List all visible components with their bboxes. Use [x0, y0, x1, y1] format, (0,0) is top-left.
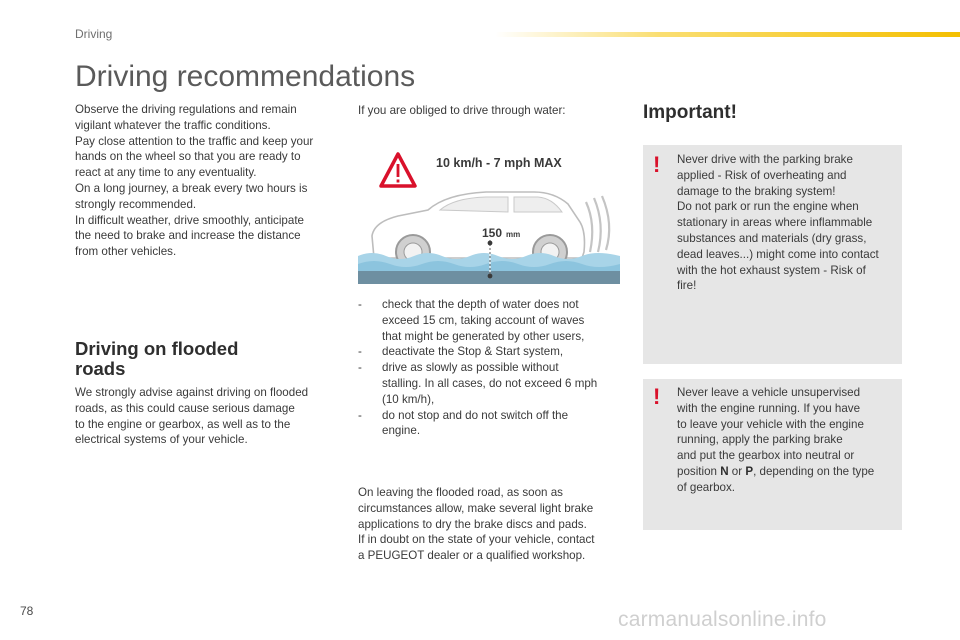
intro-line: the need to brake and increase the distance: [75, 229, 301, 243]
warning-line: damage to the braking system!: [677, 184, 836, 198]
water-bullet-list: [358, 297, 620, 439]
warning-box-unsupervised: [643, 379, 902, 530]
bullet-line: engine.: [382, 424, 421, 438]
bullet-dash: -: [358, 298, 362, 311]
motion-wave-lines: [586, 196, 609, 252]
leaving-line: On leaving the flooded road, as soon as: [358, 486, 563, 499]
flooded-line: to the engine or gearbox, as well as to the: [75, 417, 291, 431]
depth-unit: mm: [506, 230, 521, 239]
flooded-line: roads, as this could cause serious damage: [75, 401, 295, 415]
list-item: [358, 344, 620, 360]
bullet-line: check that the depth of water does not: [382, 298, 579, 311]
warning-line: Do not park or run the engine when: [677, 200, 859, 214]
car-in-water-svg: [358, 140, 620, 284]
exclamation-icon: !: [653, 152, 661, 177]
flooded-heading: [75, 339, 345, 379]
warning-line: fire!: [677, 279, 697, 293]
warning-line: substances and materials (dry grass,: [677, 231, 867, 245]
intro-line: react at any time to any eventuality.: [75, 166, 257, 180]
gear-neutral: N: [720, 464, 729, 478]
flooded-line: electrical systems of your vehicle.: [75, 433, 248, 447]
warning-line-gear-position: [677, 464, 899, 480]
warning-box-parking-brake: [643, 145, 902, 364]
flooded-line: We strongly advise against driving on flooded: [75, 386, 309, 399]
bullet-line: exceed 15 cm, taking account of waves: [382, 313, 585, 327]
intro-line: from other vehicles.: [75, 245, 177, 259]
bullet-dash: -: [358, 361, 362, 375]
leaving-line: circumstances allow, make several light brake: [358, 501, 594, 515]
gear-prefix: position: [677, 464, 721, 478]
warning-text: [677, 152, 899, 294]
bullet-line: stalling. In all cases, do not exceed 6 mph: [382, 376, 598, 390]
bullet-line: deactivate the Stop & Start system,: [382, 345, 564, 359]
warning-line: of gearbox.: [677, 480, 736, 494]
warning-triangle-icon: [381, 154, 415, 186]
bullet-line: do not stop and do not switch off the: [382, 408, 569, 422]
watermark: carmanualsonline.info: [618, 608, 827, 631]
exclamation-icon: !: [653, 384, 661, 409]
warning-line: running, apply the parking brake: [677, 433, 843, 447]
warning-text: [677, 385, 899, 496]
intro-line: hands on the wheel so that you are ready to: [75, 150, 301, 164]
bullet-line: drive as slowly as possible without: [382, 361, 559, 375]
important-heading: Important!: [643, 102, 737, 123]
warning-line: with the engine running. If you have: [677, 401, 861, 415]
leaving-line: If in doubt on the state of your vehicle, contact: [358, 533, 595, 547]
warning-line: stationary in areas where inflammable: [677, 216, 873, 230]
flooded-road-illustration: [358, 140, 620, 284]
intro-line: In difficult weather, drive smoothly, anticipate: [75, 213, 304, 227]
warning-line: with the hot exhaust system - Risk of: [677, 263, 866, 277]
intro-line: Observe the driving regulations and remain: [75, 103, 297, 116]
bullet-line: that might be generated by other users,: [382, 329, 585, 343]
warning-line: Never drive with the parking brake: [677, 153, 853, 166]
page-title: Driving recommendations: [75, 60, 416, 93]
gear-or: or: [728, 464, 746, 478]
header-accent-rule: [495, 32, 960, 37]
flooded-paragraph: [75, 385, 345, 448]
gear-suffix: , depending on the type: [753, 464, 875, 478]
intro-paragraph: [75, 102, 345, 260]
flooded-heading-line: roads: [75, 358, 126, 379]
warning-line: dead leaves...) might come into contact: [677, 247, 879, 261]
water-intro: If you are obliged to drive through water:: [358, 104, 566, 117]
intro-line: On a long journey, a break every two hours is: [75, 181, 308, 195]
section-tab: Driving: [75, 27, 113, 41]
list-item: [358, 408, 620, 440]
list-item: [358, 360, 620, 407]
gear-park: P: [745, 464, 754, 478]
bullet-dash: -: [358, 345, 362, 359]
warning-line: to leave your vehicle with the engine: [677, 417, 864, 431]
flooded-heading-line: Driving on flooded: [75, 338, 239, 359]
speed-limit-label: 10 km/h - 7 mph MAX: [436, 156, 562, 170]
warning-line: applied - Risk of overheating and: [677, 168, 847, 182]
list-item: [358, 297, 620, 344]
bullet-line: (10 km/h),: [382, 392, 435, 406]
warning-line: and put the gearbox into neutral or: [677, 449, 855, 463]
bullet-dash: -: [358, 408, 362, 422]
depth-value: 150: [482, 226, 503, 240]
warning-line: Never leave a vehicle unsupervised: [677, 386, 861, 399]
leaving-paragraph: [358, 485, 620, 564]
intro-line: Pay close attention to the traffic and keep your: [75, 134, 314, 148]
page-number: 78: [20, 604, 34, 618]
intro-line: strongly recommended.: [75, 197, 197, 211]
leaving-line: a PEUGEOT dealer or a qualified workshop.: [358, 549, 586, 563]
intro-line: vigilant whatever the traffic conditions.: [75, 118, 271, 132]
leaving-line: applications to dry the brake discs and pads.: [358, 517, 587, 531]
